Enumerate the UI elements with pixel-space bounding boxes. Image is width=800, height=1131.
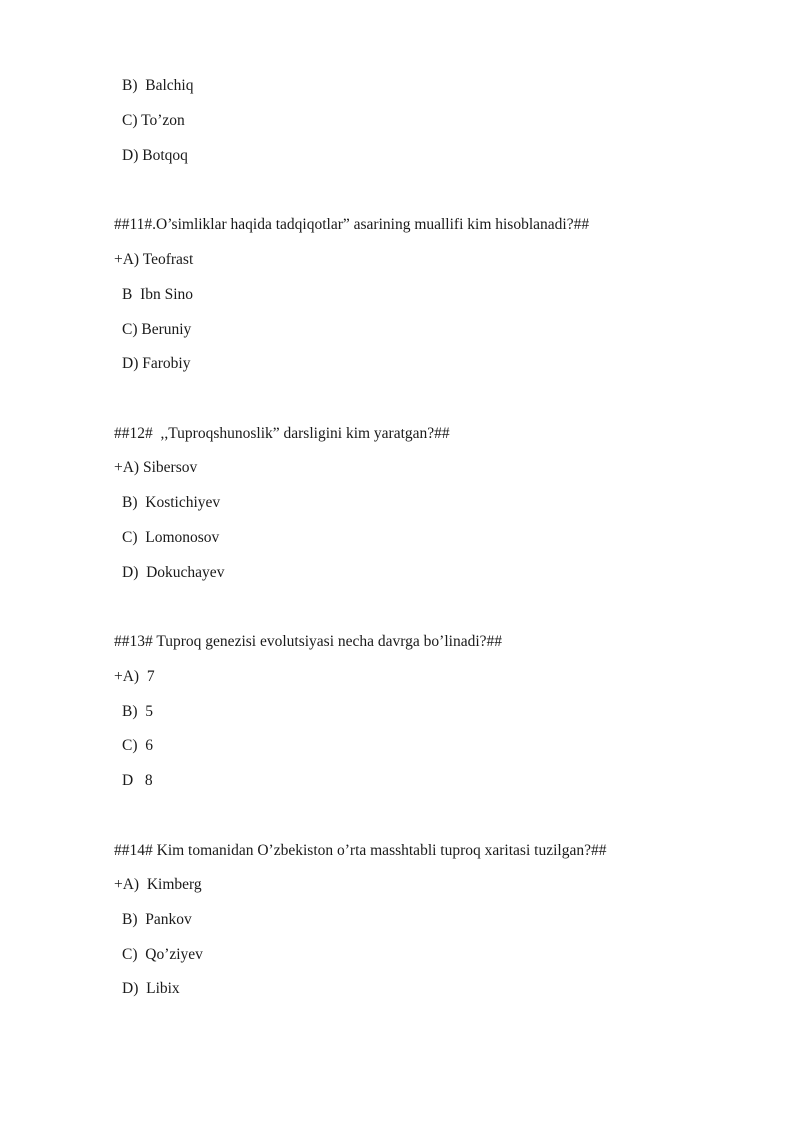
option-a-correct: +A) Sibersov [114, 459, 198, 476]
option-d: D) Botqoq [122, 147, 188, 164]
option-b: B) Pankov [122, 911, 192, 928]
option-b: B) 5 [122, 703, 153, 720]
option-c: C) To’zon [122, 112, 185, 129]
option-a-correct: +A) Teofrast [114, 251, 194, 268]
option-c: C) Lomonosov [122, 529, 220, 546]
option-b: B) Kostichiyev [122, 494, 221, 511]
question-14: ##14# Kim tomanidan O’zbekiston o’rta masshtabli tuproq xaritasi tuzilgan?## [114, 842, 607, 859]
question-12: ##12# ,,Tuproqshunoslik” darsligini kim yaratgan?## [114, 425, 450, 442]
option-a-correct: +A) Kimberg [114, 876, 202, 893]
question-11: ##11#.O’simliklar haqida tadqiqotlar” asarining muallifi kim hisoblanadi?## [114, 216, 590, 233]
option-b: B Ibn Sino [122, 286, 194, 303]
option-d: D 8 [122, 772, 153, 789]
option-c: C) Beruniy [122, 321, 192, 338]
option-d: D) Libix [122, 980, 180, 997]
option-c: C) Qo’ziyev [122, 946, 203, 963]
question-13: ##13# Tuproq genezisi evolutsiyasi necha davrga bo’linadi?## [114, 633, 503, 650]
option-d: D) Dokuchayev [122, 564, 225, 581]
option-b: B) Balchiq [122, 77, 194, 94]
option-a-correct: +A) 7 [114, 668, 155, 685]
option-d: D) Farobiy [122, 355, 191, 372]
option-c: C) 6 [122, 737, 153, 754]
